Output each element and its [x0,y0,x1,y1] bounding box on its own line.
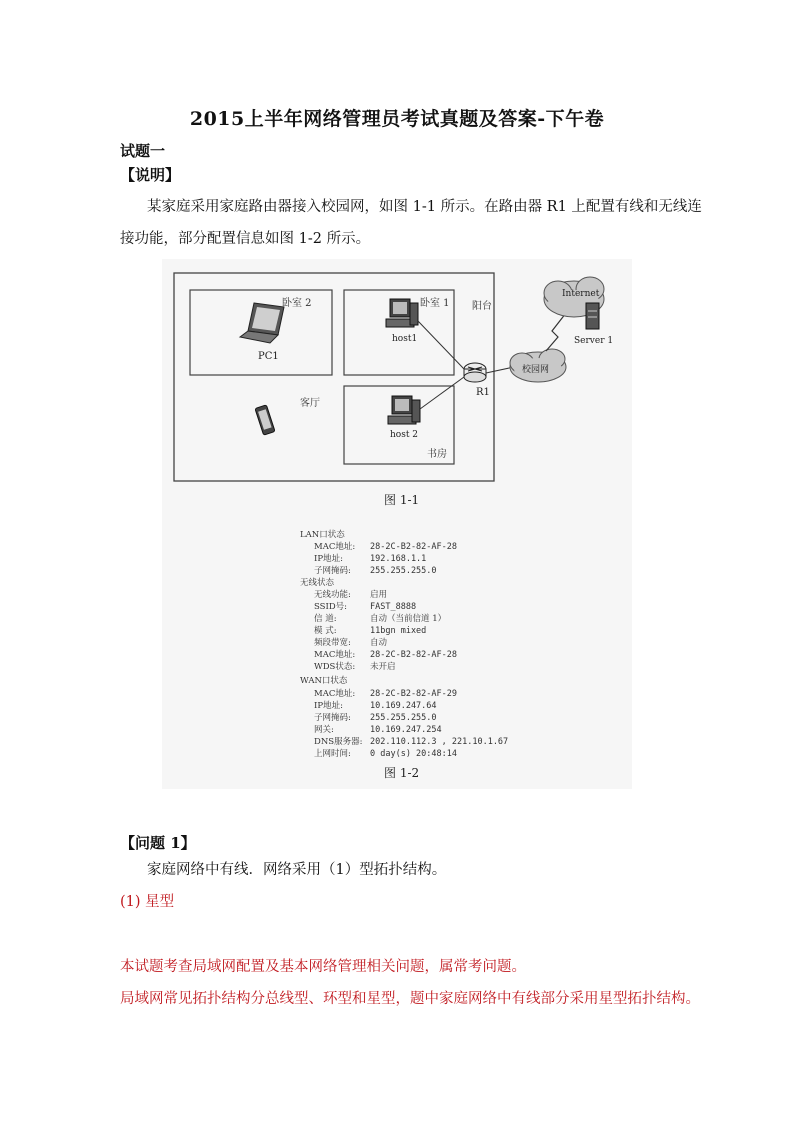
lan-label: IP地址: [314,554,343,564]
wireless-value: 启用 [370,590,388,600]
wan-label: IP地址: [314,701,343,711]
wireless-label: WDS状态: [314,662,356,672]
wan-label: DNS服务器: [314,737,363,747]
analysis-line-2: 局域网常见拓扑结构分总线型、环型和星型，题中家庭网络中有线部分采用星型拓扑结构。 [120,991,700,1007]
intro-line-1: 某家庭采用家庭路由器接入校园网，如图 1-1 所示。在路由器 R1 上配置有线和无线连 [147,199,702,215]
wireless-label: MAC地址: [314,650,356,660]
figure2-caption: 图 1-2 [384,766,420,780]
label-server: Server 1 [574,336,614,346]
wan-value: 255.255.255.0 [370,713,437,723]
wan-value: 202.110.112.3 , 221.10.1.67 [370,737,509,747]
lan-label: MAC地址: [314,542,356,552]
wireless-value: 未开启 [370,662,396,672]
section-heading: 试题一 [120,142,166,160]
intro-line-2: 接功能，部分配置信息如图 1-2 所示。 [120,231,371,247]
lan-value: 255.255.255.0 [370,566,437,576]
wan-header: WAN口状态 [300,676,348,686]
label-campus: 校园网 [522,365,550,375]
server-icon [586,303,599,329]
lan-label: 子网掩码: [314,566,351,576]
wan-value: 10.169.247.254 [370,725,442,735]
label-study: 书房 [427,449,447,460]
laptop-icon [240,303,284,343]
wan-value: 0 day(s) 20:48:14 [370,749,457,759]
wan-label: 上网时间: [314,749,351,759]
figure1-caption: 图 1-1 [384,493,420,507]
lan-value: 192.168.1.1 [370,554,427,564]
wireless-value: 11bgn mixed [370,626,427,636]
lan-value: 28-2C-B2-82-AF-28 [370,542,457,552]
label-bedroom2: 卧室 2 [282,298,312,309]
wireless-label: SSID号: [314,602,348,612]
question-text: 家庭网络中有线．网络采用（1）型拓扑结构。 [147,862,447,878]
wireless-value: 自动（当前信道 1） [370,614,447,624]
question-heading: 【问题 1】 [120,834,196,852]
label-host2: host 2 [390,430,419,440]
label-pc1: PC1 [258,351,279,362]
label-host1: host1 [392,334,418,344]
phone-icon [255,405,275,435]
page-title: 2015上半年网络管理员考试真题及答案-下午卷 [189,108,605,130]
router-icon [464,363,486,382]
lan-header: LAN口状态 [300,530,345,540]
wireless-value: 自动 [370,638,388,648]
explain-heading: 【说明】 [120,166,181,184]
figure-container [162,259,632,789]
wan-value: 10.169.247.64 [370,701,437,711]
label-router: R1 [476,387,490,398]
label-balcony: 阳台 [472,301,492,312]
wan-label: MAC地址: [314,689,356,699]
label-living: 客厅 [300,398,320,409]
wireless-label: 频段带宽: [314,638,351,648]
desktop-icon [388,396,420,424]
network-figure [162,259,632,789]
wan-label: 子网掩码: [314,713,351,723]
wireless-value: 28-2C-B2-82-AF-28 [370,650,457,660]
label-internet: Internet [562,289,600,299]
answer-text: (1) 星型 [120,894,175,910]
label-bedroom1: 卧室 1 [420,298,450,309]
analysis-line-1: 本试题考查局域网配置及基本网络管理相关问题，属常考问题。 [120,959,526,975]
wan-label: 网关: [314,725,334,735]
wireless-header: 无线状态 [300,578,335,588]
wireless-label: 模 式: [314,626,337,636]
wan-link-icon [546,313,566,351]
wireless-value: FAST_8888 [370,602,417,612]
desktop-icon [386,299,418,327]
wan-value: 28-2C-B2-82-AF-29 [370,689,457,699]
wireless-label: 无线功能: [314,590,351,600]
cable-host2-router [420,377,464,409]
wireless-label: 信 道: [314,614,337,624]
cable-host1-router [418,321,464,369]
